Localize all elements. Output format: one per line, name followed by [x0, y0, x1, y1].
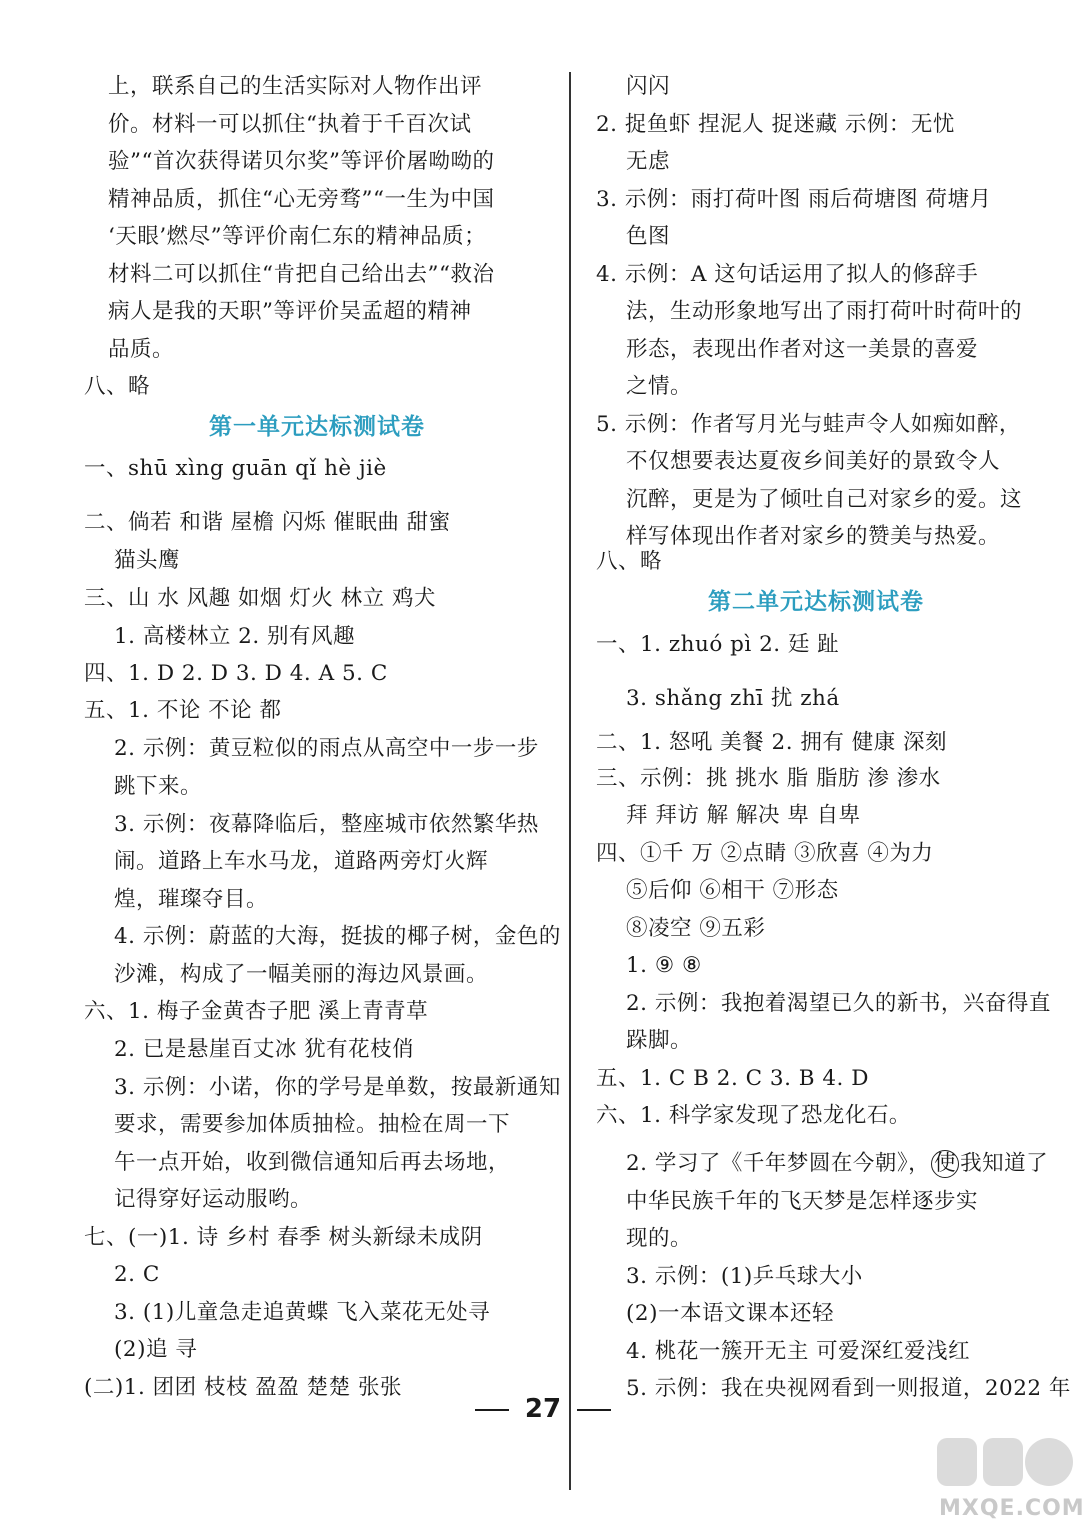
answer-line: 3. 示例：(1)乒乓球大小 — [626, 1264, 863, 1289]
answer-line: 猫头鹰 — [114, 548, 181, 573]
dash-right — [577, 1409, 611, 1411]
answer-line: 3. shǎng zhī 扰 zhá — [626, 686, 840, 711]
column-divider — [569, 72, 571, 1490]
answer-line: 五、1. C B 2. C 3. B 4. D — [596, 1066, 869, 1091]
answer-line: 五、1. 不论 不论 都 — [84, 698, 282, 723]
answer-line: 不仅想要表达夏夜乡间美好的景致令人 — [626, 449, 1001, 474]
answer-line: 中华民族千年的飞天梦是怎样逐步实 — [626, 1189, 979, 1214]
answer-line: 2. C — [114, 1262, 160, 1287]
answer-line: ⑧凌空 ⑨五彩 — [626, 916, 766, 941]
answer-line: 3. (1)儿童急走追黄蝶 飞入菜花无处寻 — [114, 1300, 491, 1325]
text-line: 精神品质，抓住“心无旁骛”“一生为中国 — [108, 187, 495, 212]
answer-line: 四、①千 万 ②点睛 ③欣喜 ④为力 — [596, 841, 934, 866]
text-line: ‘天眼’燃尽”等评价南仁东的精神品质； — [108, 224, 487, 249]
watermark-logo-icon — [935, 1432, 1075, 1492]
answer-line: 三、山 水 风趣 如烟 灯火 林立 鸡犬 — [84, 586, 437, 611]
answer-line: 跺脚。 — [626, 1028, 693, 1053]
text-line: 验”“首次获得诺贝尔奖”等评价屠呦呦的 — [108, 149, 495, 174]
text-line: 材料二可以抓住“肯把自己给出去”“救治 — [108, 262, 495, 287]
answer-text: 我知道了 — [960, 1151, 1049, 1176]
answer-line: 三、示例：挑 挑水 脂 脂肪 渗 渗水 — [596, 766, 941, 791]
watermark — [935, 1432, 1085, 1528]
answer-line: 法，生动形象地写出了雨打荷叶时荷叶的 — [626, 299, 1023, 324]
answer-line: 六、1. 梅子金黄杏子肥 溪上青青草 — [84, 999, 429, 1024]
text-line: 病人是我的天职”等评价吴孟超的精神 — [108, 299, 472, 324]
answer-line: 5. 示例：作者写月光与蛙声令人如痴如醉， — [596, 412, 1021, 437]
text-line: 品质。 — [108, 337, 175, 362]
answer-eight: 八、略 — [596, 549, 663, 574]
answer-line: (二)1. 团团 枝枝 盈盈 楚楚 张张 — [84, 1375, 402, 1400]
unit1-title: 第一单元达标测试卷 — [209, 413, 425, 440]
answer-text: 2. 学习了《千年梦圆在今朝》， — [626, 1151, 931, 1176]
answer-line: 一、shū xìng guān qǐ hè jiè — [84, 456, 387, 481]
answer-line: 沙滩，构成了一幅美丽的海边风景画。 — [114, 962, 489, 987]
answer-line: 沉醉，更是为了倾吐自己对家乡的爱。这 — [626, 487, 1023, 512]
answer-line: 六、1. 科学家发现了恐龙化石。 — [596, 1103, 911, 1128]
answer-line: 4. 桃花一簇开无主 可爱深红爱浅红 — [626, 1339, 971, 1364]
unit2-title: 第二单元达标测试卷 — [708, 588, 924, 615]
answer-line: 现的。 — [626, 1226, 693, 1251]
answer-line: 2. 示例：黄豆粒似的雨点从高空中一步一步 — [114, 736, 539, 761]
answer-line: 色图 — [626, 224, 671, 249]
answer-line: 跳下来。 — [114, 774, 203, 799]
answer-line: 闪闪 — [626, 74, 671, 99]
answer-line: 2. 已是悬崖百丈冰 犹有花枝俏 — [114, 1037, 415, 1062]
answer-line: 样写体现出作者对家乡的赞美与热爱。 — [626, 524, 1001, 549]
answer-line: 闹。道路上车水马龙，道路两旁灯火辉 — [114, 849, 489, 874]
answer-line: 1. ⑨ ⑧ — [626, 953, 702, 978]
answer-line: 3. 示例：雨打荷叶图 雨后荷塘图 荷塘月 — [596, 187, 992, 212]
answer-line: 2. 示例：我抱着渴望已久的新书，兴奋得直 — [626, 991, 1051, 1016]
answer-line: 4. 示例：蔚蓝的大海，挺拔的椰子树，金色的 — [114, 924, 561, 949]
answer-line: 一、1. zhuó pì 2. 廷 趾 — [596, 632, 840, 657]
answer-line — [626, 1147, 1048, 1181]
answer-line: 午一点开始，收到微信通知后再去场地， — [114, 1150, 511, 1175]
page-number — [0, 1394, 1086, 1424]
correction-mark: 使 — [931, 1150, 959, 1178]
answer-line: 1. 高楼林立 2. 别有风趣 — [114, 624, 356, 649]
answer-line: 5. 示例：我在央视网看到一则报道，2022 年 — [626, 1376, 1071, 1401]
answer-line: 形态，表现出作者对这一美景的喜爱 — [626, 337, 979, 362]
dash-left — [475, 1409, 509, 1411]
answer-line: 3. 示例：小诺，你的学号是单数，按最新通知 — [114, 1075, 561, 1100]
answer-line: 3. 示例：夜幕降临后，整座城市依然繁华热 — [114, 812, 539, 837]
text-line: 价。材料一可以抓住“执着于千百次试 — [108, 112, 472, 137]
text-line: 上，联系自己的生活实际对人物作出评 — [108, 74, 483, 99]
answer-line: 无虑 — [626, 149, 671, 174]
answer-line: (2)一本语文课本还轻 — [626, 1301, 834, 1326]
answer-line: 七、(一)1. 诗 乡村 春季 树头新绿未成阴 — [84, 1225, 483, 1250]
answer-line: 记得穿好运动服哟。 — [114, 1187, 313, 1212]
page-number-text: 27 — [524, 1394, 562, 1424]
answer-line: 拜 拜访 解 解决 卑 自卑 — [626, 803, 861, 828]
answer-line: 要求，需要参加体质抽检。抽检在周一下 — [114, 1112, 511, 1137]
answer-line: 二、1. 怒吼 美餐 2. 拥有 健康 深刻 — [596, 730, 948, 755]
answer-eight: 八、略 — [84, 374, 151, 399]
answer-line: 四、1. D 2. D 3. D 4. A 5. C — [84, 661, 388, 686]
answer-line: 2. 捉鱼虾 捏泥人 捉迷藏 示例：无忧 — [596, 112, 955, 137]
answer-line: 4. 示例：A 这句话运用了拟人的修辞手 — [596, 262, 979, 287]
answer-line: 之情。 — [626, 374, 693, 399]
answer-line: ⑤后仰 ⑥相干 ⑦形态 — [626, 878, 839, 903]
answer-line: (2)追 寻 — [114, 1337, 198, 1362]
answer-line: 二、倘若 和谐 屋檐 闪烁 催眠曲 甜蜜 — [84, 510, 451, 535]
watermark-url: MXQE.COM — [939, 1496, 1085, 1521]
answer-line: 煌，璀璨夺目。 — [114, 887, 269, 912]
